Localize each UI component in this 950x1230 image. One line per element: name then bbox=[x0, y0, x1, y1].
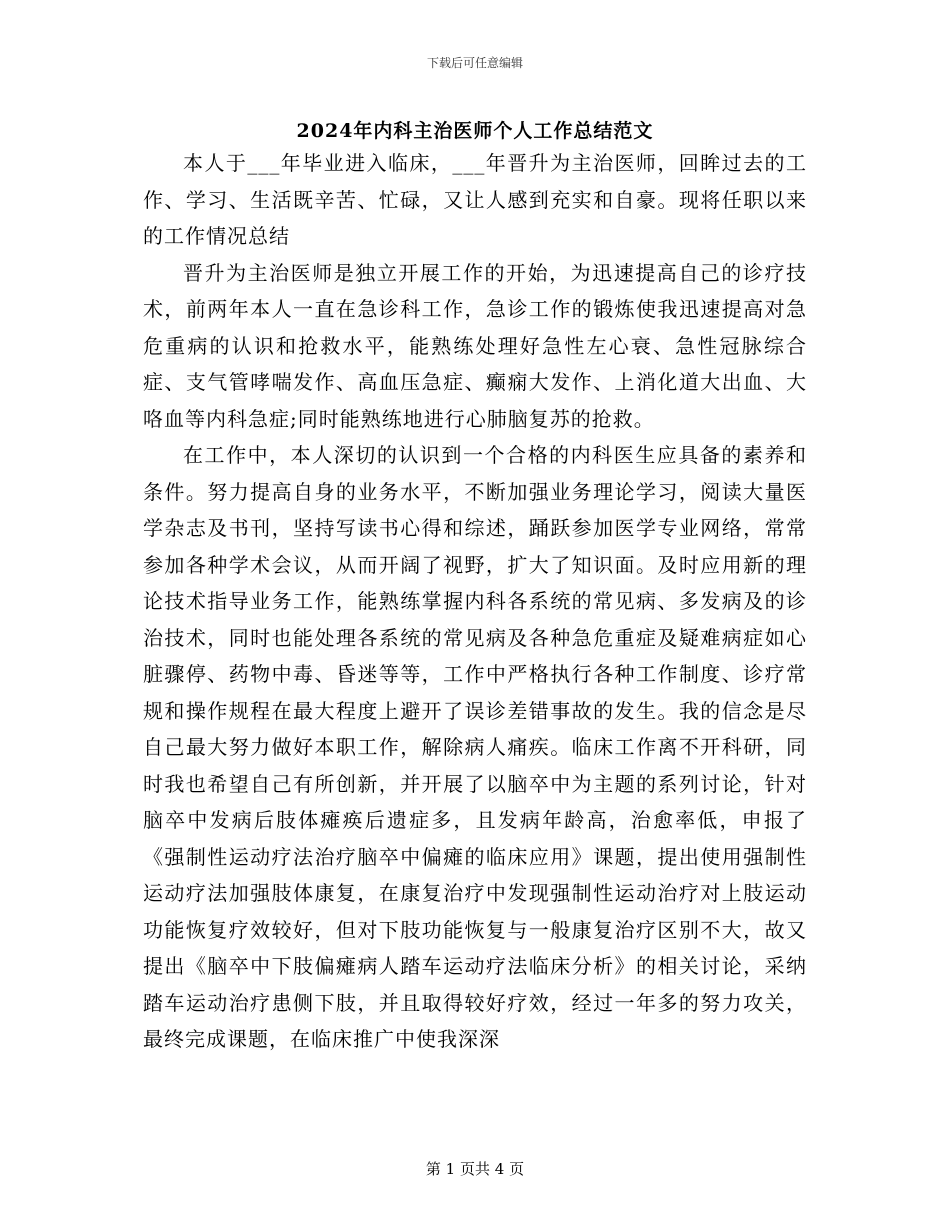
paragraph-intro: 本人于___年毕业进入临床，___年晋升为主治医师，回眸过去的工作、学习、生活既辛苦、忙碌，又让人感到充实和自豪。现将任职以来的工作情况总结 bbox=[143, 151, 807, 248]
document-body bbox=[143, 145, 807, 1058]
paragraph-professional-growth: 在工作中，本人深切的认识到一个合格的内科医生应具备的素养和条件。努力提高自身的业务水平，不断加强业务理论学习，阅读大量医学杂志及书刊，坚持写读书心得和综述，踊跃参加医学专业网络，常常参加各种学术会议，从而开阔了视野，扩大了知识面。及时应用新的理论技术指导业务工作，能熟练掌握内科各系统的常见病、多发病及的诊治技术，同时也能处理各系统的常见病及各种急危重症及疑难病症如心脏骤停、药物中毒、昏迷等等，工作中严格执行各种工作制度、诊疗常规和操作规程在最大程度上避开了误诊差错事故的发生。我的信念是尽自己最大努力做好本职工作，解除病人痛疾。临床工作离不开科研，同时我也希望自己有所创新，并开展了以脑卒中为主题的系列讨论，针对脑卒中发病后肢体瘫痪后遗症多，且发病年龄高，治愈率低，申报了《强制性运动疗法治疗脑卒中偏瘫的临床应用》课题，提出使用强制性运动疗法加强肢体康复，在康复治疗中发现强制性运动治疗对上肢运动功能恢复疗效较好，但对下肢功能恢复与一般康复治疗区别不大，故又提出《脑卒中下肢偏瘫病人踏车运动疗法临床分析》的相关讨论，采纳踏车运动治疗患侧下肢，并且取得较好疗效，经过一年多的努力攻关，最终完成课题，在临床推广中使我深深 bbox=[143, 443, 807, 1051]
document-title: 2024年内科主治医师个人工作总结范文 bbox=[296, 120, 654, 142]
page-number: 第 1 页共 4 页 bbox=[425, 1160, 525, 1178]
page-header-note: 下载后可任意编辑 bbox=[426, 56, 523, 70]
paragraph-emergency-work: 晋升为主治医师是独立开展工作的开始，为迅速提高自己的诊疗技术，前两年本人一直在急诊科工作，急诊工作的锻炼使我迅速提高对急危重病的认识和抢救水平，能熟练处理好急性左心衰、急性冠脉综合症、支气管哮喘发作、高血压急症、癫痫大发作、上消化道大出血、大咯血等内科急症;同时能熟练地进行心肺脑复苏的抢救。 bbox=[143, 260, 807, 431]
